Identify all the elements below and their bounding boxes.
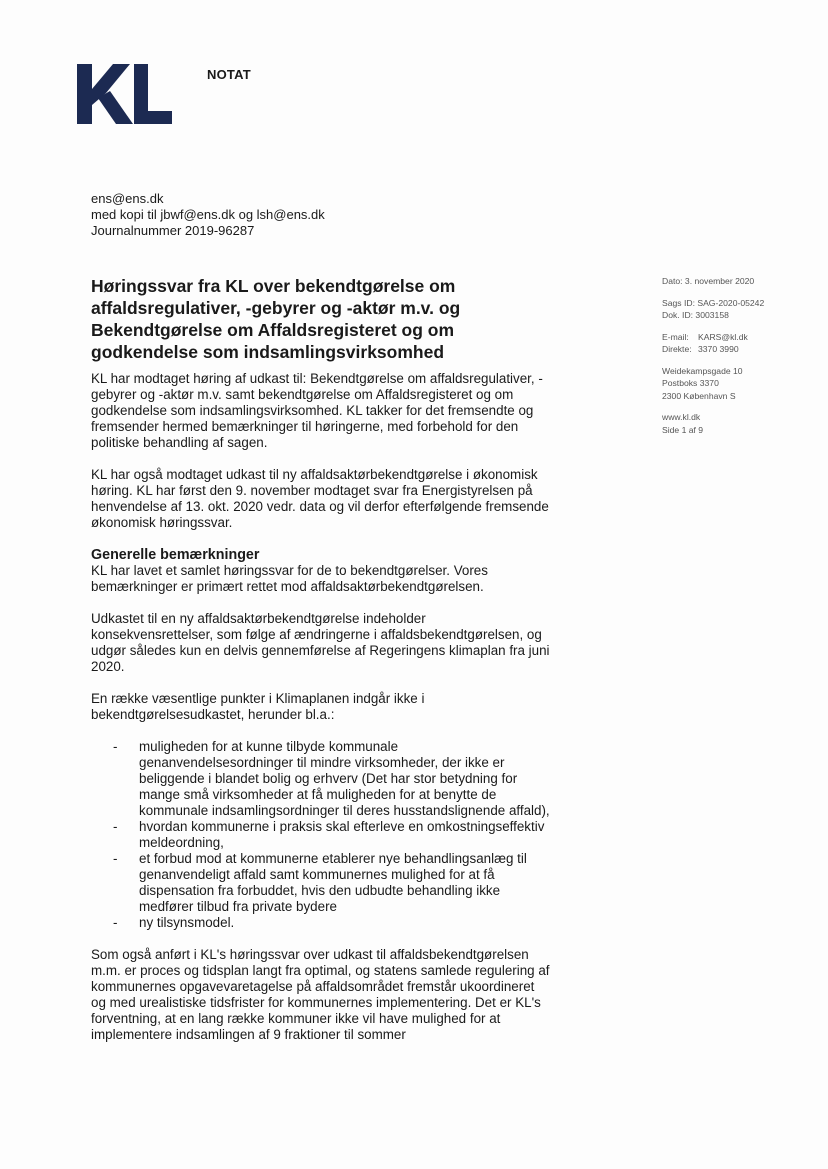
list-item: - ny tilsynsmodel. [113,915,235,930]
bullet-list [91,739,551,931]
paragraph: Udkastet til en ny affaldsaktørbekendtgørelse indeholder konsekvensrettelser, som følge af ændringerne i affaldsbekendtgørelsen, og udgør således kun en delvis gennemførelse af Regeringens klimaplan fra juni 2020. [91,611,550,674]
website: www.kl.dk [662,412,701,422]
dash-marker: - [113,739,118,754]
recipient-email: ens@ens.dk [91,191,164,206]
paragraph: En række væsentlige punkter i Klimaplanen indgår ikke i bekendtgørelsesudkastet, herunder bl.a.: [91,691,425,722]
recipient-copy: med kopi til jbwf@ens.dk og lsh@ens.dk [91,207,325,222]
address-street: Weidekampsgade 10 [662,365,743,376]
document-body [91,371,551,1059]
document-type: NOTAT [207,67,251,82]
list-item: - hvordan kommunerne i praksis skal efterleve en omkostningseffektiv meldeordning, [113,819,545,850]
kl-logo [77,64,173,124]
paragraph: KL har også modtaget udkast til ny affaldsaktørbekendtgørelse i økonomisk høring. KL har først den 9. november modtaget svar fra Energistyrelsen på henvendelse af 13. okt. 2020 vedr. data og vil derfor efterfølgende fremsende økonomisk høringssvar. [91,467,549,530]
phone-label: Direkte: [662,344,692,354]
sidebar-metadata [662,275,802,445]
list-item: - muligheden for at kunne tilbyde kommunale genanvendelsesordninger til mindre virksomheder, der ikke er beliggende i blandet bolig og erhverv (Det har stor betydning for mange små virksomheder at få muligheden for at benytte de kommunale indsamlingsordninger til deres husstandslignende affald), [113,739,550,818]
paragraph: KL har lavet et samlet høringssvar for de to bekendtgørelser. Vores bemærkninger er primært rettet mod affaldsaktørbekendtgørelsen. [91,563,488,594]
dok-id: Dok. ID: 3003158 [662,310,729,320]
dash-marker: - [113,915,118,930]
sags-id: Sags ID: SAG-2020-05242 [662,297,765,308]
contact-email: KARS@kl.dk [698,331,748,342]
contact-phone: 3370 3990 [698,344,739,354]
address-postbox: Postboks 3370 [662,378,719,388]
address-city: 2300 København S [662,390,736,401]
page-number: Side 1 af 9 [662,424,704,435]
email-label: E-mail: [662,331,689,342]
dash-marker: - [113,851,118,866]
recipients-block [91,191,325,239]
list-item: - et forbud mod at kommunerne etablerer nye behandlingsanlæg til genanvendeligt affald samt kommunernes mulighed for at få dispensation fra forbuddet, hvis den udbudte behandling ikke medfører tilbud fra private bydere [113,851,527,914]
date: Dato: 3. november 2020 [662,276,755,286]
section-heading: Generelle bemærkninger [91,547,260,563]
document-title: Høringssvar fra KL over bekendtgørelse om affaldsregulativer, -gebyrer og -aktør m.v. og Bekendtgørelse om Affaldsregisteret og om godkendelse som indsamlingsvirksomhed [91,276,461,362]
dash-marker: - [113,819,118,834]
paragraph: Som også anført i KL's høringssvar over udkast til affaldsbekendtgørelsen m.m. er proces og tidsplan langt fra optimal, og statens samlede regulering af kommunernes opgavevaretagelse på affaldsområdet fremstår ukoordineret og med urealistiske tidsfrister for kommunernes implementering. Det er KL's forventning, at en lang række kommuner ikke vil have mulighed for at implementere indsamlingen af 9 fraktioner til sommer [91,947,550,1042]
journal-number: Journalnummer 2019-96287 [91,223,255,238]
paragraph: KL har modtaget høring af udkast til: Bekendtgørelse om affaldsregulativer, -gebyrer og -aktør m.v. samt bekendtgørelse om Affaldsregisteret og om godkendelse som indsamlingsvirksomhed. KL takker for det fremsendte og fremsender hermed bemærkninger til høringerne, med forbehold for den politiske behandling af sagen. [91,371,543,450]
